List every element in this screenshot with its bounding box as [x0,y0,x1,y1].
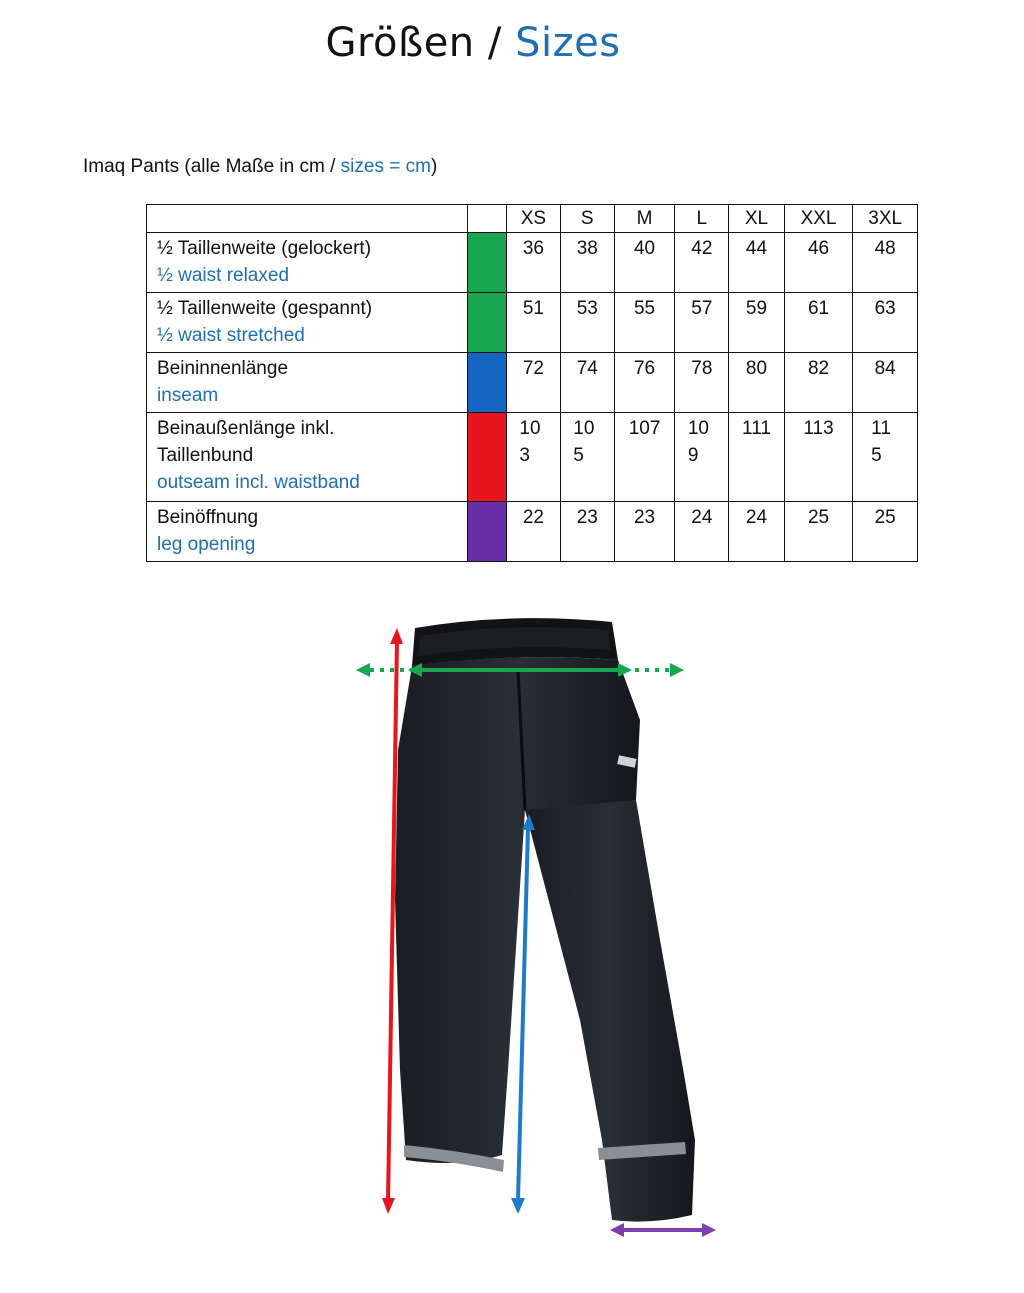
table-cell [560,413,614,502]
row-label-de: ½ Taillenweite (gelockert) [157,238,372,259]
table-cell: 51 [507,293,561,353]
table-cell: 72 [507,353,561,413]
table-cell: 36 [507,233,561,293]
table-cell: 113 [784,413,853,502]
size-header: 3XL [853,205,918,233]
row-label [147,502,468,562]
table-cell: 24 [729,502,785,562]
row-label [147,353,468,413]
table-cell [853,413,918,502]
table-cell: 23 [560,502,614,562]
color-swatch [468,353,507,413]
table-cell: 80 [729,353,785,413]
table-cell: 63 [853,293,918,353]
table-cell: 42 [675,233,729,293]
row-label-de: Beinaußenlänge inkl. Taillenbund [157,418,335,466]
table-cell: 78 [675,353,729,413]
size-header: M [614,205,675,233]
table-cell: 25 [784,502,853,562]
title-sep: / [474,20,516,66]
table-cell: 107 [614,413,675,502]
table-cell [507,413,561,502]
table-cell: 48 [853,233,918,293]
caption-en: sizes = cm [340,156,431,177]
table-cell: 84 [853,353,918,413]
row-label [147,413,468,502]
page-title [0,20,946,66]
leg-opening-arrow [610,1223,716,1237]
table-cell: 74 [560,353,614,413]
table-row [147,293,918,353]
table-cell [675,413,729,502]
table-row [147,353,918,413]
color-swatch [468,293,507,353]
table-cell: 44 [729,233,785,293]
caption-de: Imaq Pants (alle Maße in cm / [83,156,341,177]
row-label-en: ½ waist stretched [157,325,305,346]
table-caption [83,156,437,178]
cell-value: 109 [687,418,709,466]
size-table [146,204,918,562]
table-cell: 24 [675,502,729,562]
row-label-de: Beinöffnung [157,507,259,528]
table-cell: 53 [560,293,614,353]
cell-value: 115 [871,418,891,466]
pants-image [340,600,720,1240]
size-header: XS [507,205,561,233]
table-cell: 46 [784,233,853,293]
header-swatch-blank [468,205,507,233]
table-cell: 55 [614,293,675,353]
size-header: XL [729,205,785,233]
row-label-en: leg opening [157,534,256,555]
row-label [147,233,468,293]
table-cell: 59 [729,293,785,353]
header-blank [147,205,468,233]
size-header: S [560,205,614,233]
cell-value: 105 [573,418,595,466]
table-row [147,413,918,502]
row-label [147,293,468,353]
table-row [147,233,918,293]
row-label-de: ½ Taillenweite (gespannt) [157,298,373,319]
table-cell: 61 [784,293,853,353]
row-label-en: ½ waist relaxed [157,265,290,286]
table-cell: 82 [784,353,853,413]
table-cell: 38 [560,233,614,293]
table-cell: 40 [614,233,675,293]
cell-value: 103 [519,418,541,466]
title-de: Größen [325,20,475,66]
size-header: L [675,205,729,233]
header-row [147,205,918,233]
pants-figure [340,600,720,1240]
row-label-en: outseam incl. waistband [157,472,360,493]
table-row [147,502,918,562]
table-cell: 23 [614,502,675,562]
color-swatch [468,502,507,562]
row-label-en: inseam [157,385,219,406]
table-cell: 22 [507,502,561,562]
title-en: Sizes [515,20,621,66]
color-swatch [468,413,507,502]
table-cell: 76 [614,353,675,413]
table-cell: 111 [729,413,785,502]
caption-close: ) [430,156,438,177]
table-cell: 57 [675,293,729,353]
row-label-de: Beininnenlänge [157,358,289,379]
color-swatch [468,233,507,293]
table-cell: 25 [853,502,918,562]
size-header: XXL [784,205,853,233]
